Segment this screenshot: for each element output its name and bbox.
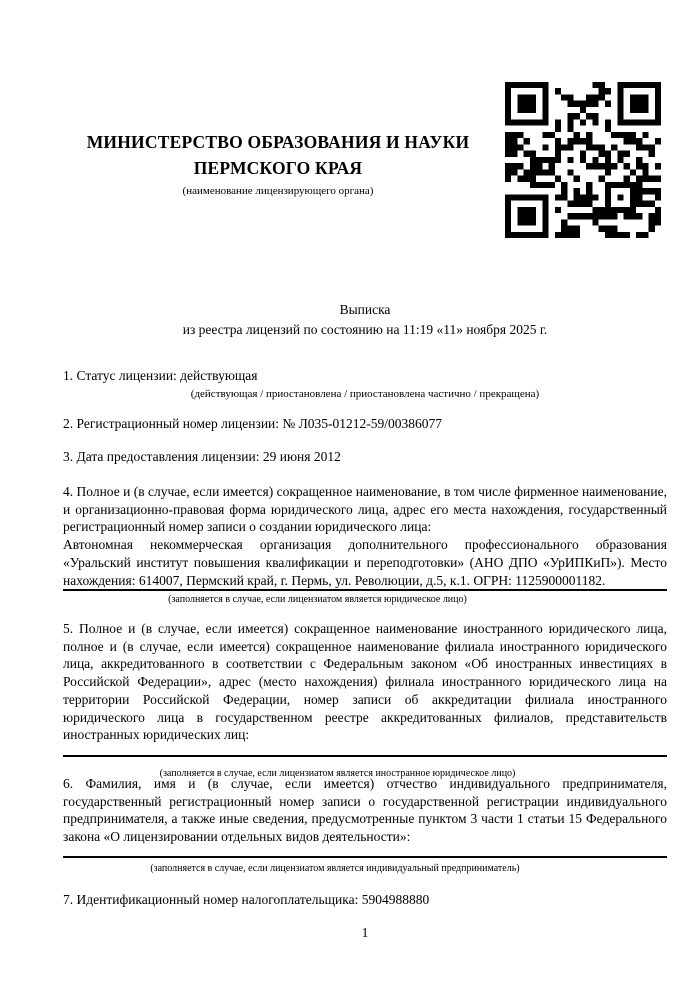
item-taxpayer-number xyxy=(63,891,667,909)
individual-entrepreneur-question: 6. Фамилия, имя и (в случае, если имеется) отчество индивидуального предпринимателя, государственный регистрационный номер записи о государственной регистрации индивидуального предпринимателя, а также иные сведения, предусмотренные пунктом 3 части 1 статьи 15 Федерального закона «О лицензировании отдельных видов деятельности»: xyxy=(63,776,667,845)
foreign-legal-entity-question: 5. Полное и (в случае, если имеется) сокращенное наименование иностранного юридического лица, полное и (в случае, если имеется) сокращенное наименование филиала иностранного юридического лица, аккредитованного в соответствии с Федеральным законом «Об иностранных инвестициях в Российской Федерации», адрес (место нахождения) филиала иностранного юридического лица на территории Российской Федерации, номер записи об аккредитации филиала иностранного юридического лица в государственном реестре аккредитованных филиалов, представительств иностранных юридических лиц: xyxy=(63,621,667,743)
licensing-authority-header xyxy=(63,129,493,197)
item-registration-number xyxy=(63,415,667,433)
item-legal-entity xyxy=(63,483,667,606)
legal-entity-caption: (заполняется в случае, если лицензиатом является юридическое лицо) xyxy=(168,594,467,606)
legal-entity-field-line xyxy=(63,589,667,591)
foreign-legal-entity-field-line xyxy=(63,755,667,757)
license-status-options-caption: (действующая / приостановлена / приостановлена частично / прекращена) xyxy=(190,387,540,400)
individual-entrepreneur-caption: (заполняется в случае, если лицензиатом является индивидуальный предприниматель) xyxy=(150,862,520,874)
qr-code-icon xyxy=(505,82,661,238)
license-grant-date-text: 3. Дата предоставления лицензии: 29 июня 2012 xyxy=(63,449,341,464)
license-status-text: 1. Статус лицензии: действующая xyxy=(63,368,258,383)
item-license-grant-date xyxy=(63,448,667,466)
item-license-status xyxy=(63,367,667,401)
taxpayer-number-text: 7. Идентификационный номер налогоплательщика: 5904988880 xyxy=(63,892,430,907)
item-foreign-legal-entity xyxy=(63,620,667,780)
ministry-name-line2: ПЕРМСКОГО КРАЯ xyxy=(193,158,363,178)
page-number: 1 xyxy=(361,925,369,940)
item-individual-entrepreneur xyxy=(63,775,667,875)
document-title-line2: из реестра лицензий по состоянию на 11:19 «11» ноября 2025 г. xyxy=(182,321,548,337)
registration-number-text: 2. Регистрационный номер лицензии: № Л035-01212-59/00386077 xyxy=(63,416,443,431)
licensing-authority-caption: (наименование лицензирующего органа) xyxy=(182,185,374,197)
document-title xyxy=(63,300,667,339)
individual-entrepreneur-field-line xyxy=(63,856,667,858)
document-title-line1: Выписка xyxy=(339,302,391,317)
foreign-legal-entity-caption: (заполняется в случае, если лицензиатом является иностранное юридическое лицо) xyxy=(159,767,516,779)
ministry-name-line1: МИНИСТЕРСТВО ОБРАЗОВАНИЯ И НАУКИ xyxy=(86,132,470,152)
legal-entity-question: 4. Полное и (в случае, если имеется) сокращенное наименование, в том числе фирменное наименование, и организационно-правовая форма юридического лица, адрес его места нахождения, государственный регистрационный номер записи о создании юридического лица: xyxy=(63,484,667,535)
legal-entity-value: Автономная некоммерческая организация дополнительного профессионального образования «Уральский институт повышения квалификации и переподготовки» (АНО ДПО «УрИПКиП»). Место нахождения: 614007, Пермский край, г. Пермь, ул. Революции, д.5, к.1. ОГРН: 1125900001182. xyxy=(63,537,667,588)
